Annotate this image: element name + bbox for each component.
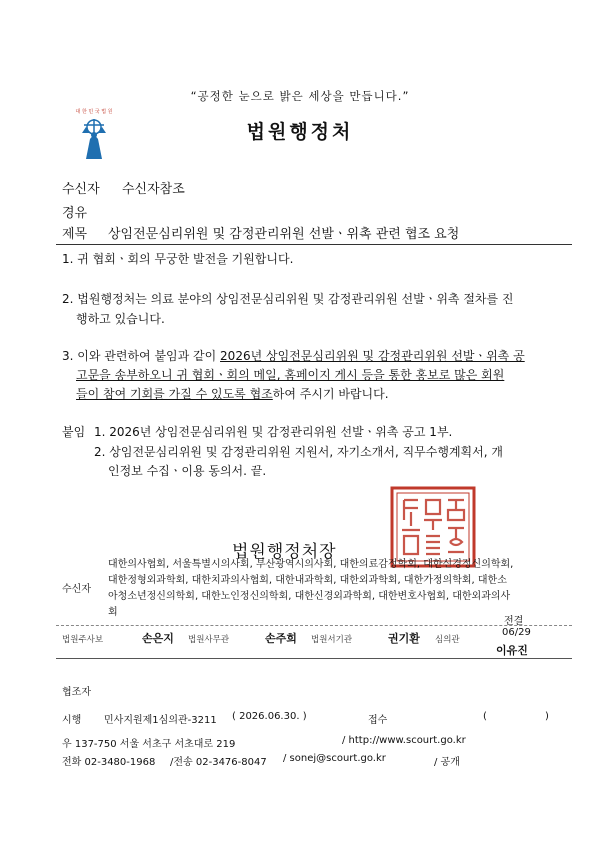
attachment-item-2-line-1: 2. 상임전문심리위원 및 감정관리위원 지원서, 자기소개서, 직무수행계획서, 개 [94, 445, 503, 459]
attachment-item-1: 1. 2026년 상임전문심리위원 및 감정관리위원 선발ㆍ위촉 공고 1부. [94, 425, 453, 439]
paragraph-1: 1. 귀 협회ㆍ회의 무궁한 발전을 기원합니다. [62, 252, 294, 266]
approval-name-2: 손주희 [265, 632, 297, 645]
approval-role-4: 심의관 [435, 635, 460, 645]
approval-name-3: 권기환 [388, 632, 420, 645]
paragraph-3-line-1 [62, 347, 525, 365]
subject-value: 상임전문심리위원 및 감정관리위원 선발ㆍ위촉 관련 협조 요청 [108, 227, 460, 242]
approval-final-label: 전결 [504, 616, 524, 627]
fax: /전송 02-3476-8047 [170, 757, 267, 768]
attachment-label: 붙임 [62, 425, 86, 439]
official-seal-icon [390, 486, 476, 568]
website-link[interactable]: / http://www.scourt.go.kr [342, 735, 466, 746]
paragraph-3-prefix: 3. 이와 관련하여 붙임과 같이 [62, 349, 221, 363]
paragraph-3-underlined-1: 2026년 상임전문심리위원 및 감정관리위원 선발ㆍ위촉 공 [220, 349, 525, 363]
recipients-line-4: 회 [108, 607, 118, 618]
paragraph-3-rest: 하여 주시기 바랍니다. [272, 387, 389, 401]
disclosure: / 공개 [434, 757, 460, 768]
recipient-label: 수신자 [62, 182, 100, 197]
receipt-label: 접수 [368, 715, 388, 726]
attachment-item-2-line-2: 인정보 수집ㆍ이용 동의서. 끝. [108, 464, 267, 478]
recipients-line-1: 대한의사협회, 서울특별시의사회, 부산광역시의사회, 대한의료감정학회, 대한신경정신의학회, [108, 559, 514, 570]
exec-label: 시행 [62, 715, 82, 726]
recipients-list [108, 557, 563, 621]
approval-final-date: 06/29 [502, 627, 531, 638]
svg-text:대 한 민 국 법 원: 대 한 민 국 법 원 [75, 109, 113, 115]
recipient-value: 수신자참조 [122, 182, 185, 197]
recipients-line-3: 아청소년정신의학회, 대한노인정신의학회, 대한신경외과학회, 대한변호사협회, 대한외과의사 [108, 591, 511, 602]
organization-title: 법원행정처 [246, 121, 354, 143]
approval-bottom-divider [56, 658, 572, 659]
approval-top-divider [56, 625, 572, 626]
paragraph-3-line-2: 고문을 송부하오니 귀 협회ㆍ회의 메일, 홈페이지 게시 등을 통한 홍보로 많은 회원 [76, 368, 505, 382]
receipt-open-paren: ( [483, 711, 487, 722]
approval-role-2: 법원사무관 [188, 635, 230, 645]
signature-title: 법원행정처장 [232, 542, 337, 562]
exec-date: ( 2026.06.30. ) [232, 711, 307, 722]
approval-name-1: 손은지 [142, 632, 174, 645]
recipients-label: 수신자 [62, 584, 91, 595]
email-link[interactable]: / sonej@scourt.go.kr [283, 753, 386, 764]
subject-label: 제목 [62, 227, 88, 242]
slogan: “공정한 눈으로 밝은 세상을 만듭니다.” [190, 89, 410, 103]
paragraph-3-underlined-3: 들이 참여 기회를 가질 수 있도록 협조 [76, 387, 273, 401]
approval-name-4: 이유진 [496, 644, 528, 657]
recipients-line-2: 대한정형외과학회, 대한치과의사협회, 대한내과학회, 대한외과학회, 대한가정의학회, 대한소 [108, 575, 507, 586]
approval-role-1: 법원주사보 [62, 635, 104, 645]
exec-value: 민사지원제1심의관-3211 [104, 715, 217, 726]
approval-role-3: 법원서기관 [311, 635, 353, 645]
receipt-close-paren: ) [545, 711, 549, 722]
paragraph-2-line-1: 2. 법원행정처는 의료 분야의 상임전문심리위원 및 감정관리위원 선발ㆍ위촉 절차를 진 [62, 292, 514, 306]
subject-divider [56, 244, 572, 245]
paragraph-3-line-3 [76, 385, 389, 403]
phone: 전화 02-3480-1968 [62, 757, 156, 768]
address: 우 137-750 서울 서초구 서초대로 219 [62, 739, 236, 750]
paragraph-2-line-2: 행하고 있습니다. [76, 312, 165, 326]
cooperation-label: 협조자 [62, 687, 91, 698]
via-label: 경유 [62, 206, 88, 221]
